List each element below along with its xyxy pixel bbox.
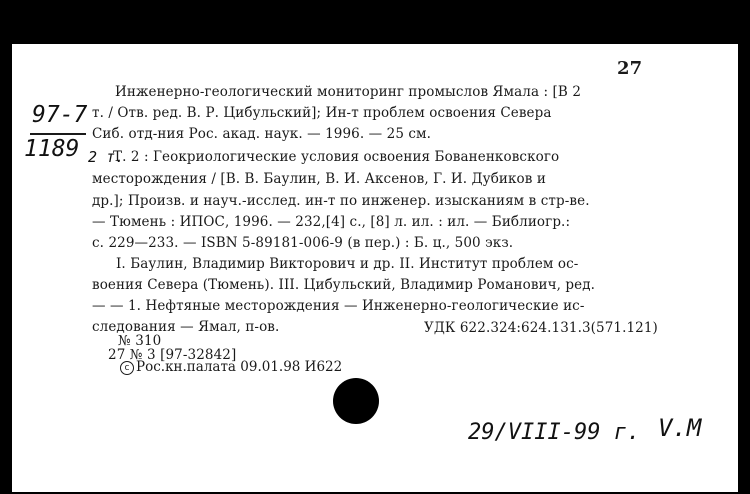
tracing-line-2: воения Севера (Тюмень). III. Цибульский, Владимир Романович, ред.	[92, 277, 596, 293]
udk-classification: УДК 622.324:624.131.3(571.121)	[424, 320, 658, 336]
book-chamber-text: Рос.кн.палата 09.01.98 И622	[136, 359, 343, 375]
shelf-mark-line1: 97-7	[32, 102, 88, 128]
shelf-mark-rule	[30, 133, 86, 135]
issue-number: 27 № 3 [97-32842]	[108, 347, 237, 363]
handwritten-volume: 2 т.	[88, 148, 125, 166]
catalog-card	[12, 44, 738, 492]
tracing-line-1: I. Баулин, Владимир Викторович и др. II. Институт проблем ос-	[116, 256, 579, 272]
card-number: 27	[617, 58, 643, 79]
copyright-icon: c	[120, 361, 134, 375]
shelf-mark-line2: 1189	[24, 136, 80, 162]
tracing-line-4: следования — Ямал, п-ов.	[92, 319, 280, 335]
title-line-3: Сиб. отд-ния Рос. акад. наук. — 1996. — 25 см.	[92, 126, 432, 142]
volume-line-2: месторождения / [В. В. Баулин, В. И. Аксенов, Г. И. Дубиков и	[92, 171, 546, 187]
volume-line-4: — Тюмень : ИПОС, 1996. — 232,[4] с., [8] л. ил. : ил. — Библиогр.:	[92, 214, 571, 230]
record-number: № 310	[118, 333, 162, 349]
volume-line-3: др.]; Произв. и науч.-исслед. ин-т по инженер. изысканиям в стр-ве.	[92, 193, 590, 209]
handwritten-date: 29/VIII-99 г.	[468, 420, 641, 445]
handwritten-initials: V.M	[658, 414, 702, 442]
tracing-line-3: — — 1. Нефтяные месторождения — Инженерно-геологические ис-	[92, 298, 585, 314]
title-line-2: т. / Отв. ред. В. Р. Цибульский]; Ин-т проблем освоения Севера	[92, 105, 552, 121]
punch-hole	[333, 378, 379, 424]
volume-line-5: с. 229—233. — ISBN 5-89181-006-9 (в пер.) : Б. ц., 500 экз.	[92, 235, 514, 251]
book-chamber-stamp	[120, 359, 342, 375]
volume-line-1: Т. 2 : Геокриологические условия освоения Бованенковского	[113, 149, 560, 165]
title-line-1: Инженерно-геологический мониторинг промыслов Ямала : [В 2	[115, 84, 582, 100]
